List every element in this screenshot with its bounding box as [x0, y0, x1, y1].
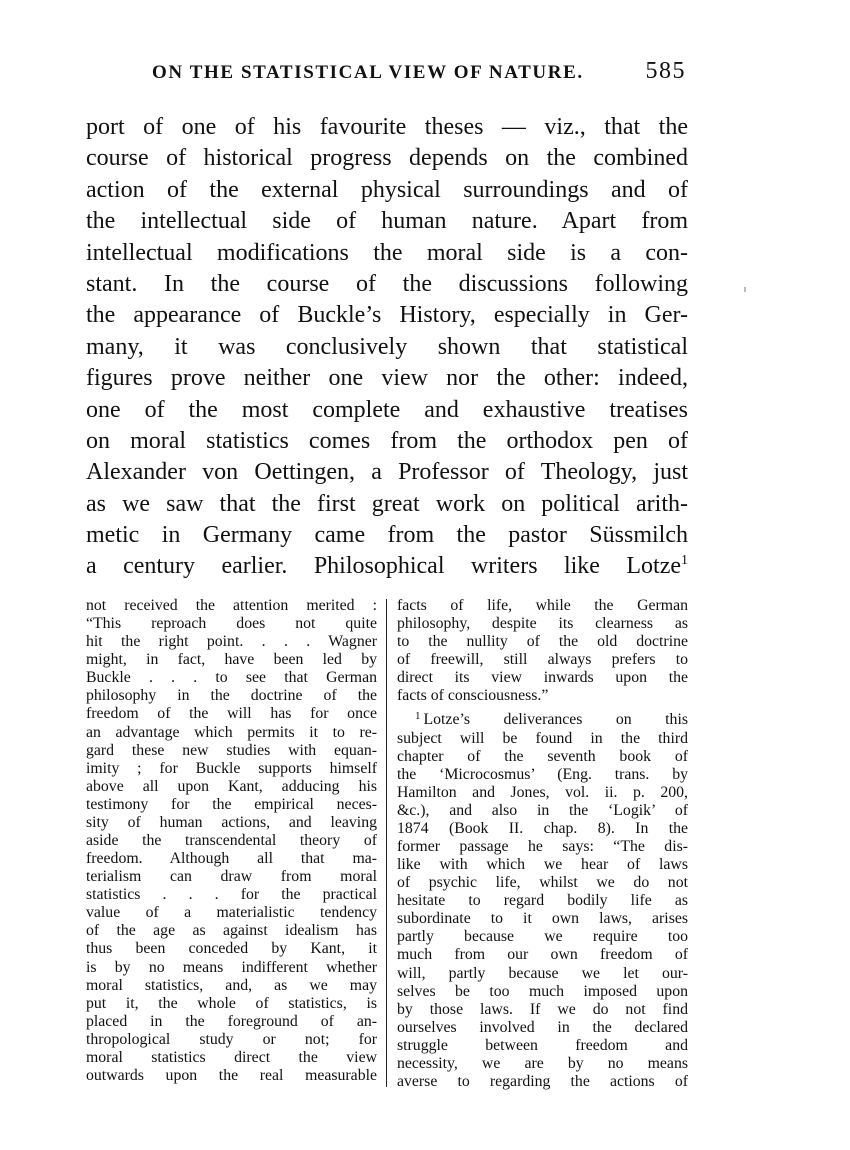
- footnote-line: like with which we hear of laws: [397, 856, 688, 874]
- main-line: the appearance of Buckle’s History, especially in Ger-: [86, 302, 688, 329]
- footnote-line: hesitate to regard bodily life as: [397, 892, 688, 910]
- main-line: one of the most complete and exhaustive treatises: [86, 396, 688, 423]
- footnote-line: 1874 (Book II. chap. 8). In the: [397, 819, 688, 837]
- margin-speck: [744, 287, 746, 292]
- footnote-line: thropological study or not; for: [86, 1030, 377, 1048]
- main-line: stant. In the course of the discussions following: [86, 270, 688, 297]
- column-divider: [386, 599, 387, 1087]
- footnote-line: former passage he says: “The dis-: [397, 838, 688, 856]
- footnote-line: facts of life, while the German: [397, 597, 688, 614]
- footnote-line: subject will be found in the third: [397, 729, 688, 747]
- footnote-line: of the age as against idealism has: [86, 922, 377, 940]
- footnote-line: necessity, we are by no means: [397, 1054, 688, 1072]
- footnote-line: sity of human actions, and leaving: [86, 813, 377, 831]
- running-head: [86, 58, 686, 94]
- footnote-line: much from our own freedom of: [397, 946, 688, 964]
- main-text: [86, 112, 688, 583]
- footnote-line: averse to regarding the actions of: [397, 1073, 688, 1091]
- footnote-lotze-first-line: [397, 711, 688, 729]
- main-line: the intellectual side of human nature. Apart from: [86, 208, 688, 235]
- main-line: Alexander von Oettingen, a Professor of Theology, just: [86, 459, 688, 486]
- footnote-line: “This reproach does not quite: [86, 615, 377, 633]
- main-line: as we saw that the first great work on political arith-: [86, 490, 688, 517]
- footnote-column-right: [397, 597, 688, 1091]
- footnote-line: imity ; for Buckle supports himself: [86, 759, 377, 777]
- footnote-line: thus been conceded by Kant, it: [86, 940, 377, 958]
- footnote-line: moral statistics, and, as we may: [86, 976, 377, 994]
- footnote-line: freedom of the will has for once: [86, 705, 377, 723]
- main-line: figures prove neither one view nor the other: indeed,: [86, 365, 688, 392]
- main-line: port of one of his favourite theses — viz., that the: [86, 114, 688, 140]
- footnote-line: testimony for the empirical neces-: [86, 795, 377, 813]
- main-line-last: [86, 551, 688, 582]
- footnote-line: subordinate to it own laws, arises: [397, 910, 688, 928]
- footnote-line: to the nullity of the old doctrine: [397, 633, 688, 651]
- footnote-line: might, in fact, have been led by: [86, 651, 377, 669]
- footnote-line: &c.), and also in the ‘Logik’ of: [397, 801, 688, 819]
- footnote-line: moral statistics direct the view: [86, 1048, 377, 1066]
- footnote-line: statistics . . . for the practical: [86, 886, 377, 904]
- footnote-line: Buckle . . . to see that German: [86, 669, 377, 687]
- footnote-line: will, partly because we let our-: [397, 964, 688, 982]
- footnote-line: by those laws. If we do not find: [397, 1000, 688, 1018]
- main-line: action of the external physical surroundings and of: [86, 176, 688, 203]
- footnote-line: of psychic life, whilst we do not: [397, 874, 688, 892]
- main-line-text: a century earlier. Philosophical writers like Lotze: [86, 553, 681, 580]
- footnote-line: outwards upon the real measurable: [86, 1067, 377, 1085]
- main-line: metic in Germany came from the pastor Süssmilch: [86, 522, 688, 549]
- footnote-line: facts of consciousness.”: [397, 687, 549, 705]
- running-head-title: ON THE STATISTICAL VIEW OF NATURE.: [152, 62, 584, 83]
- main-line: on moral statistics comes from the orthodox pen of: [86, 427, 688, 454]
- footnote-line: put it, the whole of statistics, is: [86, 994, 377, 1012]
- footnote-line: not received the attention merited :: [86, 597, 377, 614]
- footnote-line: placed in the foreground of an-: [86, 1012, 377, 1030]
- footnote-line: gard these new studies with equan-: [86, 741, 377, 759]
- footnote-line: philosophy in the doctrine of the: [86, 687, 377, 705]
- footnote-line-text: Lotze’s deliverances on this: [423, 711, 688, 729]
- footnote-line: Hamilton and Jones, vol. ii. p. 200,: [397, 783, 688, 801]
- main-line: many, it was conclusively shown that statistical: [86, 333, 688, 360]
- footnote-line: value of a materialistic tendency: [86, 904, 377, 922]
- footnote-line: selves be too much imposed upon: [397, 982, 688, 1000]
- page-number: 585: [645, 58, 686, 84]
- footnote-line: the ‘Microcosmus’ (Eng. trans. by: [397, 765, 688, 783]
- footnote-line: direct its view inwards upon the: [397, 669, 688, 687]
- footnote-line: philosophy, despite its clearness as: [397, 615, 688, 633]
- footnote-line: freedom. Although all that ma-: [86, 850, 377, 868]
- footnote-line: above all upon Kant, adducing his: [86, 777, 377, 795]
- footnote-marker: 1: [415, 710, 421, 723]
- footnote-line: partly because we require too: [397, 928, 688, 946]
- main-line: intellectual modifications the moral side is a con-: [86, 239, 688, 266]
- footnote-column-left: [86, 597, 377, 1085]
- footnote-line: is by no means indifferent whether: [86, 958, 377, 976]
- footnote-line: aside the transcendental theory of: [86, 832, 377, 850]
- footnotes: [86, 597, 688, 1092]
- footnote-line: struggle between freedom and: [397, 1036, 688, 1054]
- footnote-line: an advantage which permits it to re-: [86, 723, 377, 741]
- footnote-line: terialism can draw from moral: [86, 868, 377, 886]
- footnote-line: of freewill, still always prefers to: [397, 651, 688, 669]
- footnote-line: hit the right point. . . . Wagner: [86, 633, 377, 651]
- main-line: course of historical progress depends on the combined: [86, 145, 688, 172]
- footnote-line: ourselves involved in the declared: [397, 1018, 688, 1036]
- footnote-reference: 1: [681, 553, 688, 569]
- footnote-line: chapter of the seventh book of: [397, 747, 688, 765]
